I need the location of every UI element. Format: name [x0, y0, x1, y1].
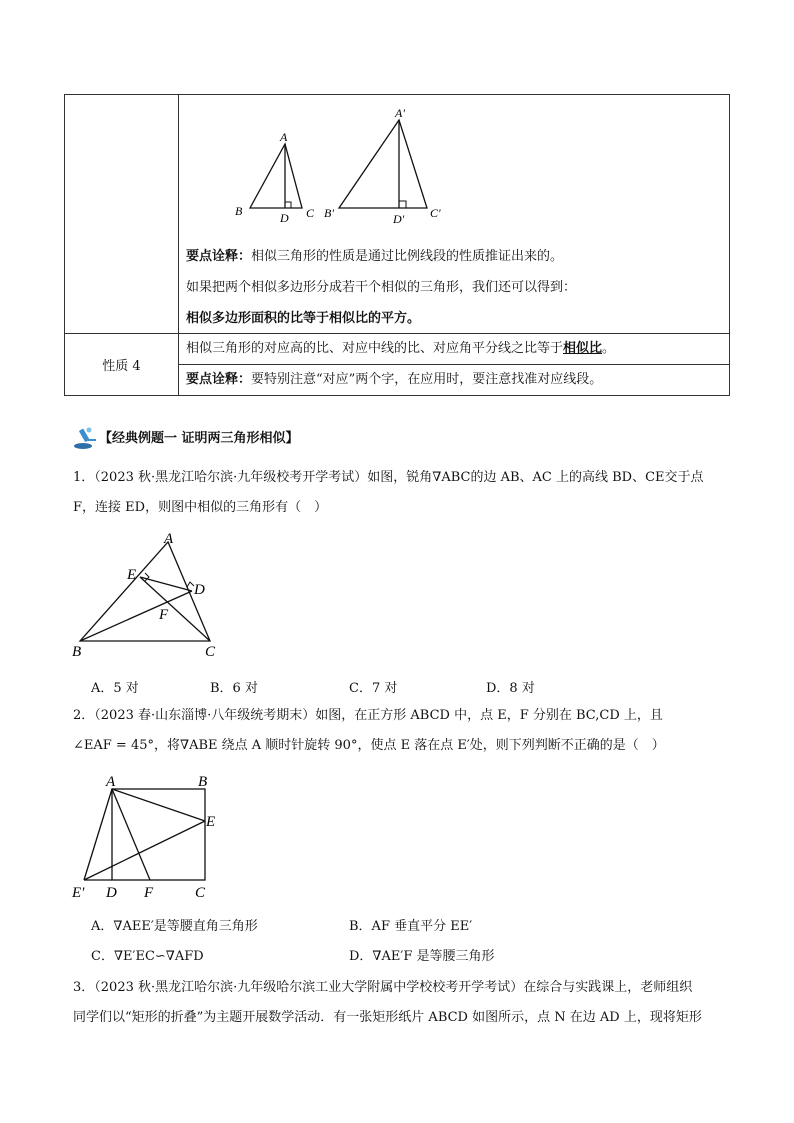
- section-title: 【经典例题一 证明两三角形相似】: [99, 431, 299, 446]
- q2-option-d[interactable]: D．∇AE′F 是等腰三角形: [349, 949, 495, 964]
- q1-label-b: B: [72, 644, 82, 660]
- key-note-1: [186, 248, 563, 266]
- similar-triangles-figure: [179, 95, 729, 245]
- q1-line-1: 1．（2023 秋·黑龙江哈尔滨·九年级校考开学考试）如图，锐角∇ABC的边 AB、AC 上的高线 BD、CE交于点: [73, 470, 704, 485]
- label-a-prime: A': [395, 106, 405, 120]
- triangle-abc: [250, 144, 302, 208]
- q2-line-1: 2．（2023 春·山东淄博·八年级统考期末）如图，在正方形 ABCD 中，点 E，F 分别在 BC,CD 上，且: [73, 708, 663, 723]
- label-b-prime: B': [324, 206, 334, 220]
- key-note-1-label: 要点诠释：: [186, 249, 252, 264]
- q2-option-a[interactable]: A．∇AEE′是等腰直角三角形: [91, 919, 258, 934]
- q1-label-c: C: [205, 644, 216, 660]
- q1-label-d: D: [194, 582, 205, 598]
- label-d-prime: D': [393, 212, 405, 226]
- q2-label-c: C: [195, 885, 206, 901]
- q1-label-e: E: [127, 567, 137, 583]
- triangle-abc-prime: [339, 120, 427, 208]
- q2-figure: [68, 768, 228, 903]
- label-b: B: [235, 204, 243, 218]
- right-angle-mark-prime: [399, 201, 406, 208]
- table-line-2: 如果把两个相似多边形分成若干个相似的三角形，我们还可以得到：: [186, 280, 577, 295]
- property-4-text-a: 相似三角形的对应高的比、对应中线的比、对应角平分线之比等于: [186, 341, 564, 356]
- q2-label-a: A: [106, 774, 116, 790]
- key-note-2: [179, 365, 730, 396]
- q2-label-d: D: [106, 885, 117, 901]
- key-note-2-text: 要特别注意“对应”两个字，在应用时，要注意找准对应线段。: [251, 372, 603, 387]
- q1-option-a[interactable]: A．5 对: [91, 681, 139, 696]
- q2-label-e: E: [206, 814, 216, 830]
- q2-option-b[interactable]: B．AF 垂直平分 EE′: [349, 919, 473, 934]
- q1-line-2: F，连接 ED，则图中相似的三角形有（ ）: [73, 500, 328, 515]
- table-line-3: 相似多边形面积的比等于相似比的平方。: [186, 311, 421, 326]
- key-note-2-label: 要点诠释：: [186, 372, 252, 387]
- table-cell-content: [179, 95, 730, 334]
- property-4-text: [179, 334, 730, 365]
- q2-label-e-prime: E′: [72, 885, 85, 901]
- property-4-text-c: 。: [602, 341, 616, 356]
- q1-option-c[interactable]: C．7 对: [349, 681, 398, 696]
- label-a: A: [280, 130, 288, 144]
- label-c: C: [306, 206, 315, 220]
- properties-table: [64, 94, 730, 396]
- label-c-prime: C': [430, 206, 441, 220]
- right-angle-mark: [285, 202, 291, 208]
- q2-label-f: F: [144, 885, 154, 901]
- q1-label-f: F: [159, 607, 169, 623]
- microscope-icon: [73, 426, 99, 454]
- q3-line-2: 同学们以“矩形的折叠”为主题开展数学活动．有一张矩形纸片 ABCD 如图所示，点 N 在边 AD 上，现将矩形: [73, 1010, 702, 1025]
- table-cell-empty-label: [65, 95, 179, 334]
- q3-line-1: 3．（2023 秋·黑龙江哈尔滨·九年级哈尔滨工业大学附属中学校校考开学考试）在综合与实践课上，老师组织: [73, 980, 693, 995]
- property-4-label: 性质 4: [65, 334, 179, 396]
- key-note-1-text: 相似三角形的性质是通过比例线段的性质推证出来的。: [251, 249, 564, 264]
- q1-figure: [68, 527, 238, 662]
- property-4-text-b: 相似比: [563, 341, 603, 356]
- q1-option-b[interactable]: B．6 对: [210, 681, 258, 696]
- label-d: D: [280, 211, 289, 225]
- q2-option-c[interactable]: C．∇E′EC∽∇AFD: [91, 949, 204, 964]
- q2-line-2: ∠EAF = 45°，将∇ABE 绕点 A 顺时针旋转 90°，使点 E 落在点 E′处，则下列判断不正确的是（ ）: [73, 738, 665, 753]
- q2-label-b: B: [198, 774, 208, 790]
- q1-label-a: A: [164, 531, 174, 547]
- q1-option-d[interactable]: D．8 对: [486, 681, 535, 696]
